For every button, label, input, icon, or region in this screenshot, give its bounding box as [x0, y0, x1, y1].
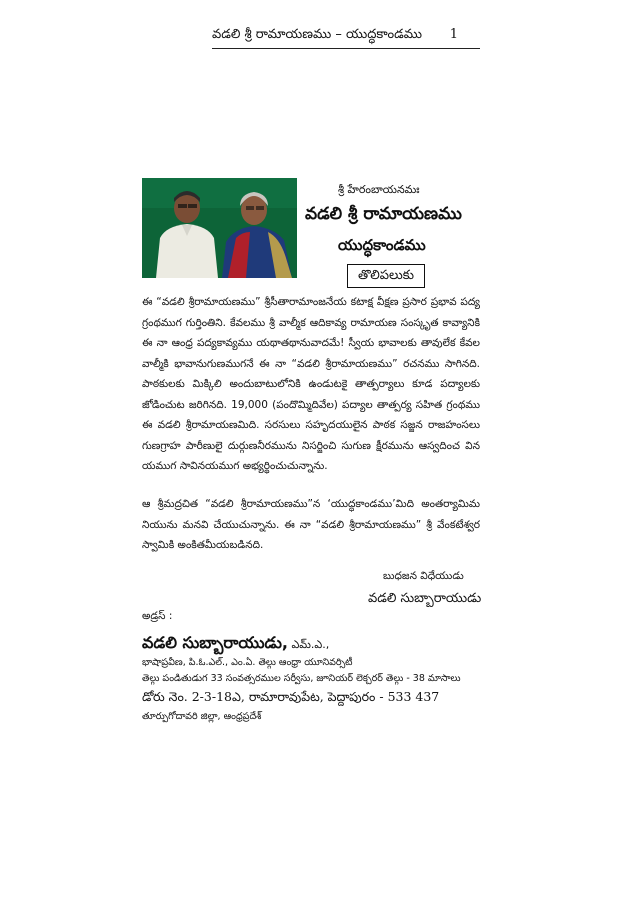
author-photo-image — [142, 178, 297, 278]
door-number-line: డోరు నెం. 2-3-18ఎ, రామారావుపేట, పెద్దాపురం - 533 437 — [142, 689, 440, 704]
invocation-line: శ్రీ హేరంబాయనమః — [338, 183, 420, 196]
qualification-line: భాషాప్రవీణ, పి.ఓ.ఎల్., ఎం.ఏ. తెల్గు ఆంధ్రా యూనివర్సిటీ — [142, 657, 353, 668]
signature-name: వడలి సుబ్బారాయుడు — [368, 591, 482, 606]
header-title: వడలి శ్రీ రామాయణము – యుద్ధకాండము — [212, 27, 422, 42]
page-number: 1 — [449, 27, 458, 42]
signature-salutation: బుధజన విధేయుడు — [383, 570, 464, 582]
section-heading-box: తొలిపలుకు — [347, 264, 425, 288]
author-degree: ఎమ్.ఎ., — [287, 638, 330, 651]
preface-paragraph-1: ఈ “వడలి శ్రీరామాయణము” శ్రీసీతారామాంజనేయ కటాక్ష వీక్షణ ప్రసార ప్రభావ పద్యగ్రంథముగ గుర్తింతిని. కేవలము శ్రీ వాల్మీక ఆదికావ్య రామాయణ సంస్కృత కావ్యానికి ఈ నా ఆంధ్ర పద్యకావ్యము యథాతథానువాదమే! స్వీయ భావాలకు తావులేక కేవల వాల్మీకి భావానుగుణముగనే ఈ నా “వడలి శ్రీరామాయణము” రచనము సాగినది. పాఠకులకు మిక్కిలి అందుబాటులోనికి ఉండుటకై తాత్పర్యాలు కూడ పద్యాలకు జోడించుట జరిగినది. 19,000 (పందొమ్మిదివేల) పద్యాల తాత్పర్య సహిత గ్రంథము ఈ వడలి శ్రీరామాయణమిది. సరసులు సహృదయులైన పాఠక సజ్జన రాజహంసలు గుణగ్రాహ పారీణులై దుర్గుణనీరమును నిసర్జించి సుగుణ క్షీరమును ఆస్వదించ వినయముగ సావినయముగ అభ్యర్థించుచున్నాను. — [142, 296, 480, 472]
book-title: వడలి శ్రీ రామాయణము — [305, 204, 462, 224]
author-line — [142, 632, 329, 656]
running-header — [212, 24, 480, 49]
district-line: తూర్పుగోదావరి జిల్లా, ఆంధ్రప్రదేశ్ — [142, 711, 262, 722]
address-label: అడ్రస్ : — [142, 610, 173, 622]
experience-line: తెల్గు పండితుడుగ 33 సంవత్సరముల సర్వీసు, జూనియర్ లెక్చరర్ తెల్గు - 38 మాసాలు — [142, 673, 461, 684]
author-photo — [142, 178, 297, 278]
book-subtitle: యుద్ధకాండము — [338, 236, 426, 254]
preface-paragraph-2: ఆ శ్రీమద్రచిత “వడలి శ్రీరామాయణము”న ‘యుద్ధకాండము’మిది అంతర్యామిమనియును మనవి చేయుచున్నాను. ఈ నా “వడలి శ్రీరామాయణము” శ్రీ వేంకటేశ్వరస్వామికి అంకితమీయబడినది. — [142, 498, 480, 551]
author-name: వడలి సుబ్బారాయుడు, — [142, 633, 288, 652]
